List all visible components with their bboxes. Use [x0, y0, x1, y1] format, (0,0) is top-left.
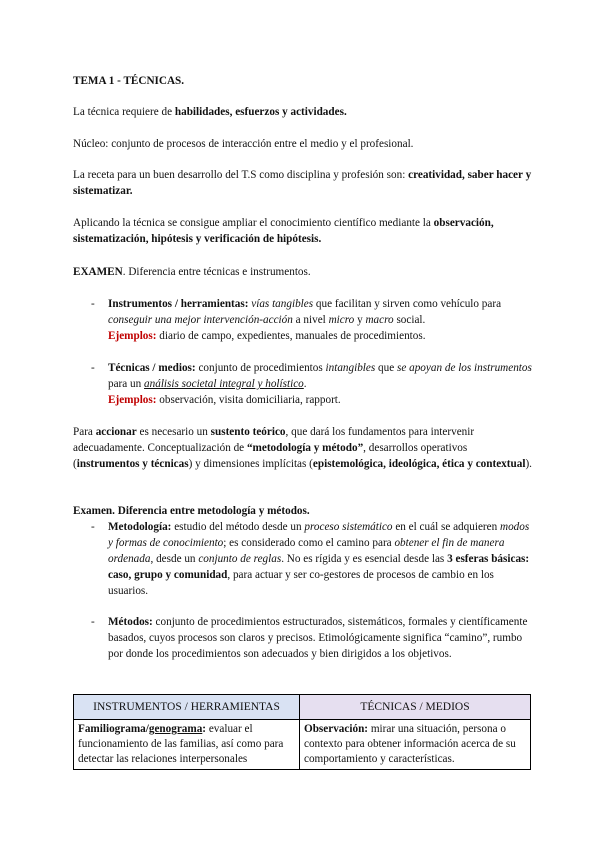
exam-heading-1: EXAMEN. Diferencia entre técnicas e instrumentos.	[73, 266, 311, 278]
table-header-techniques: TÉCNICAS / MEDIOS	[300, 695, 531, 720]
examples-label: Ejemplos:	[108, 330, 157, 342]
bullet-dash: -	[91, 362, 95, 374]
paragraph-technique: La técnica requiere de habilidades, esfuerzos y actividades.	[73, 106, 347, 118]
paragraph-knowledge: Aplicando la técnica se consigue ampliar el conocimiento científico mediante la observación, sistematización, hipótesis y verificación de hipótesis.	[73, 217, 494, 245]
methodology-item: Metodología: estudio del método desde un proceso sistemático en el cuál se adquieren modos y formas de conocimiento; es considerado como el camino para obtener el fin de manera ordenada, desde un conjunto de reglas. No es rígida y es esencial desde las 3 esferas básicas: caso, grupo y comunidad, para actuar y ser co-gestores de procesos de cambio en los usuarios.	[108, 521, 530, 597]
table-cell-familiograma: Familiograma/genograma: evaluar el funcionamiento de las familias, así como para detectar las relaciones interpersonales	[74, 720, 300, 770]
page-title: TEMA 1 - TÉCNICAS.	[73, 75, 185, 87]
paragraph-nucleo: Núcleo: conjunto de procesos de interacción entre el medio y el profesional.	[73, 138, 414, 150]
table-header-row	[74, 695, 531, 720]
paragraph-theory: Para accionar es necesario un sustento teórico, que dará los fundamentos para intervenir adecuadamente. Conceptualización de “metodología y método”, desarrollos operativos (instrumentos y técnicas) y dimensiones implícitas (epistemológica, ideológica, ética y contextual).	[73, 426, 532, 470]
examples-label: Ejemplos:	[108, 394, 157, 406]
comparison-table	[73, 694, 531, 770]
bullet-dash: -	[91, 298, 95, 310]
instruments-item: Instrumentos / herramientas: vías tangibles que facilitan y sirven como vehículo para conseguir una mejor intervención-acción a nivel micro y macro social. Ejemplos: diario de campo, expedientes, manuales de procedimientos.	[108, 298, 502, 342]
bullet-dash: -	[91, 521, 95, 533]
methods-item: Métodos: conjunto de procedimientos estructurados, sistemáticos, formales y científicamente basados, cuyos procesos son claros y precisos. Etimológicamente significa “camino”, rumbo por donde los procedimientos son adecuados y bien dirigidos a los objetivos.	[108, 616, 528, 660]
exam-heading-2: Examen. Diferencia entre metodología y métodos.	[73, 505, 310, 517]
bullet-dash: -	[91, 616, 95, 628]
table-header-instruments: INSTRUMENTOS / HERRAMIENTAS	[74, 695, 300, 720]
table-cell-observacion: Observación: mirar una situación, persona o contexto para obtener información acerca de su comportamiento y características.	[300, 720, 531, 770]
techniques-item: Técnicas / medios: conjunto de procedimientos intangibles que se apoyan de los instrumentos para un análisis societal integral y holístico. Ejemplos: observación, visita domiciliaria, rapport.	[108, 362, 532, 406]
paragraph-recipe: La receta para un buen desarrollo del T.S como disciplina y profesión son: creatividad, saber hacer y sistematizar.	[73, 169, 532, 197]
table-row	[74, 720, 531, 770]
